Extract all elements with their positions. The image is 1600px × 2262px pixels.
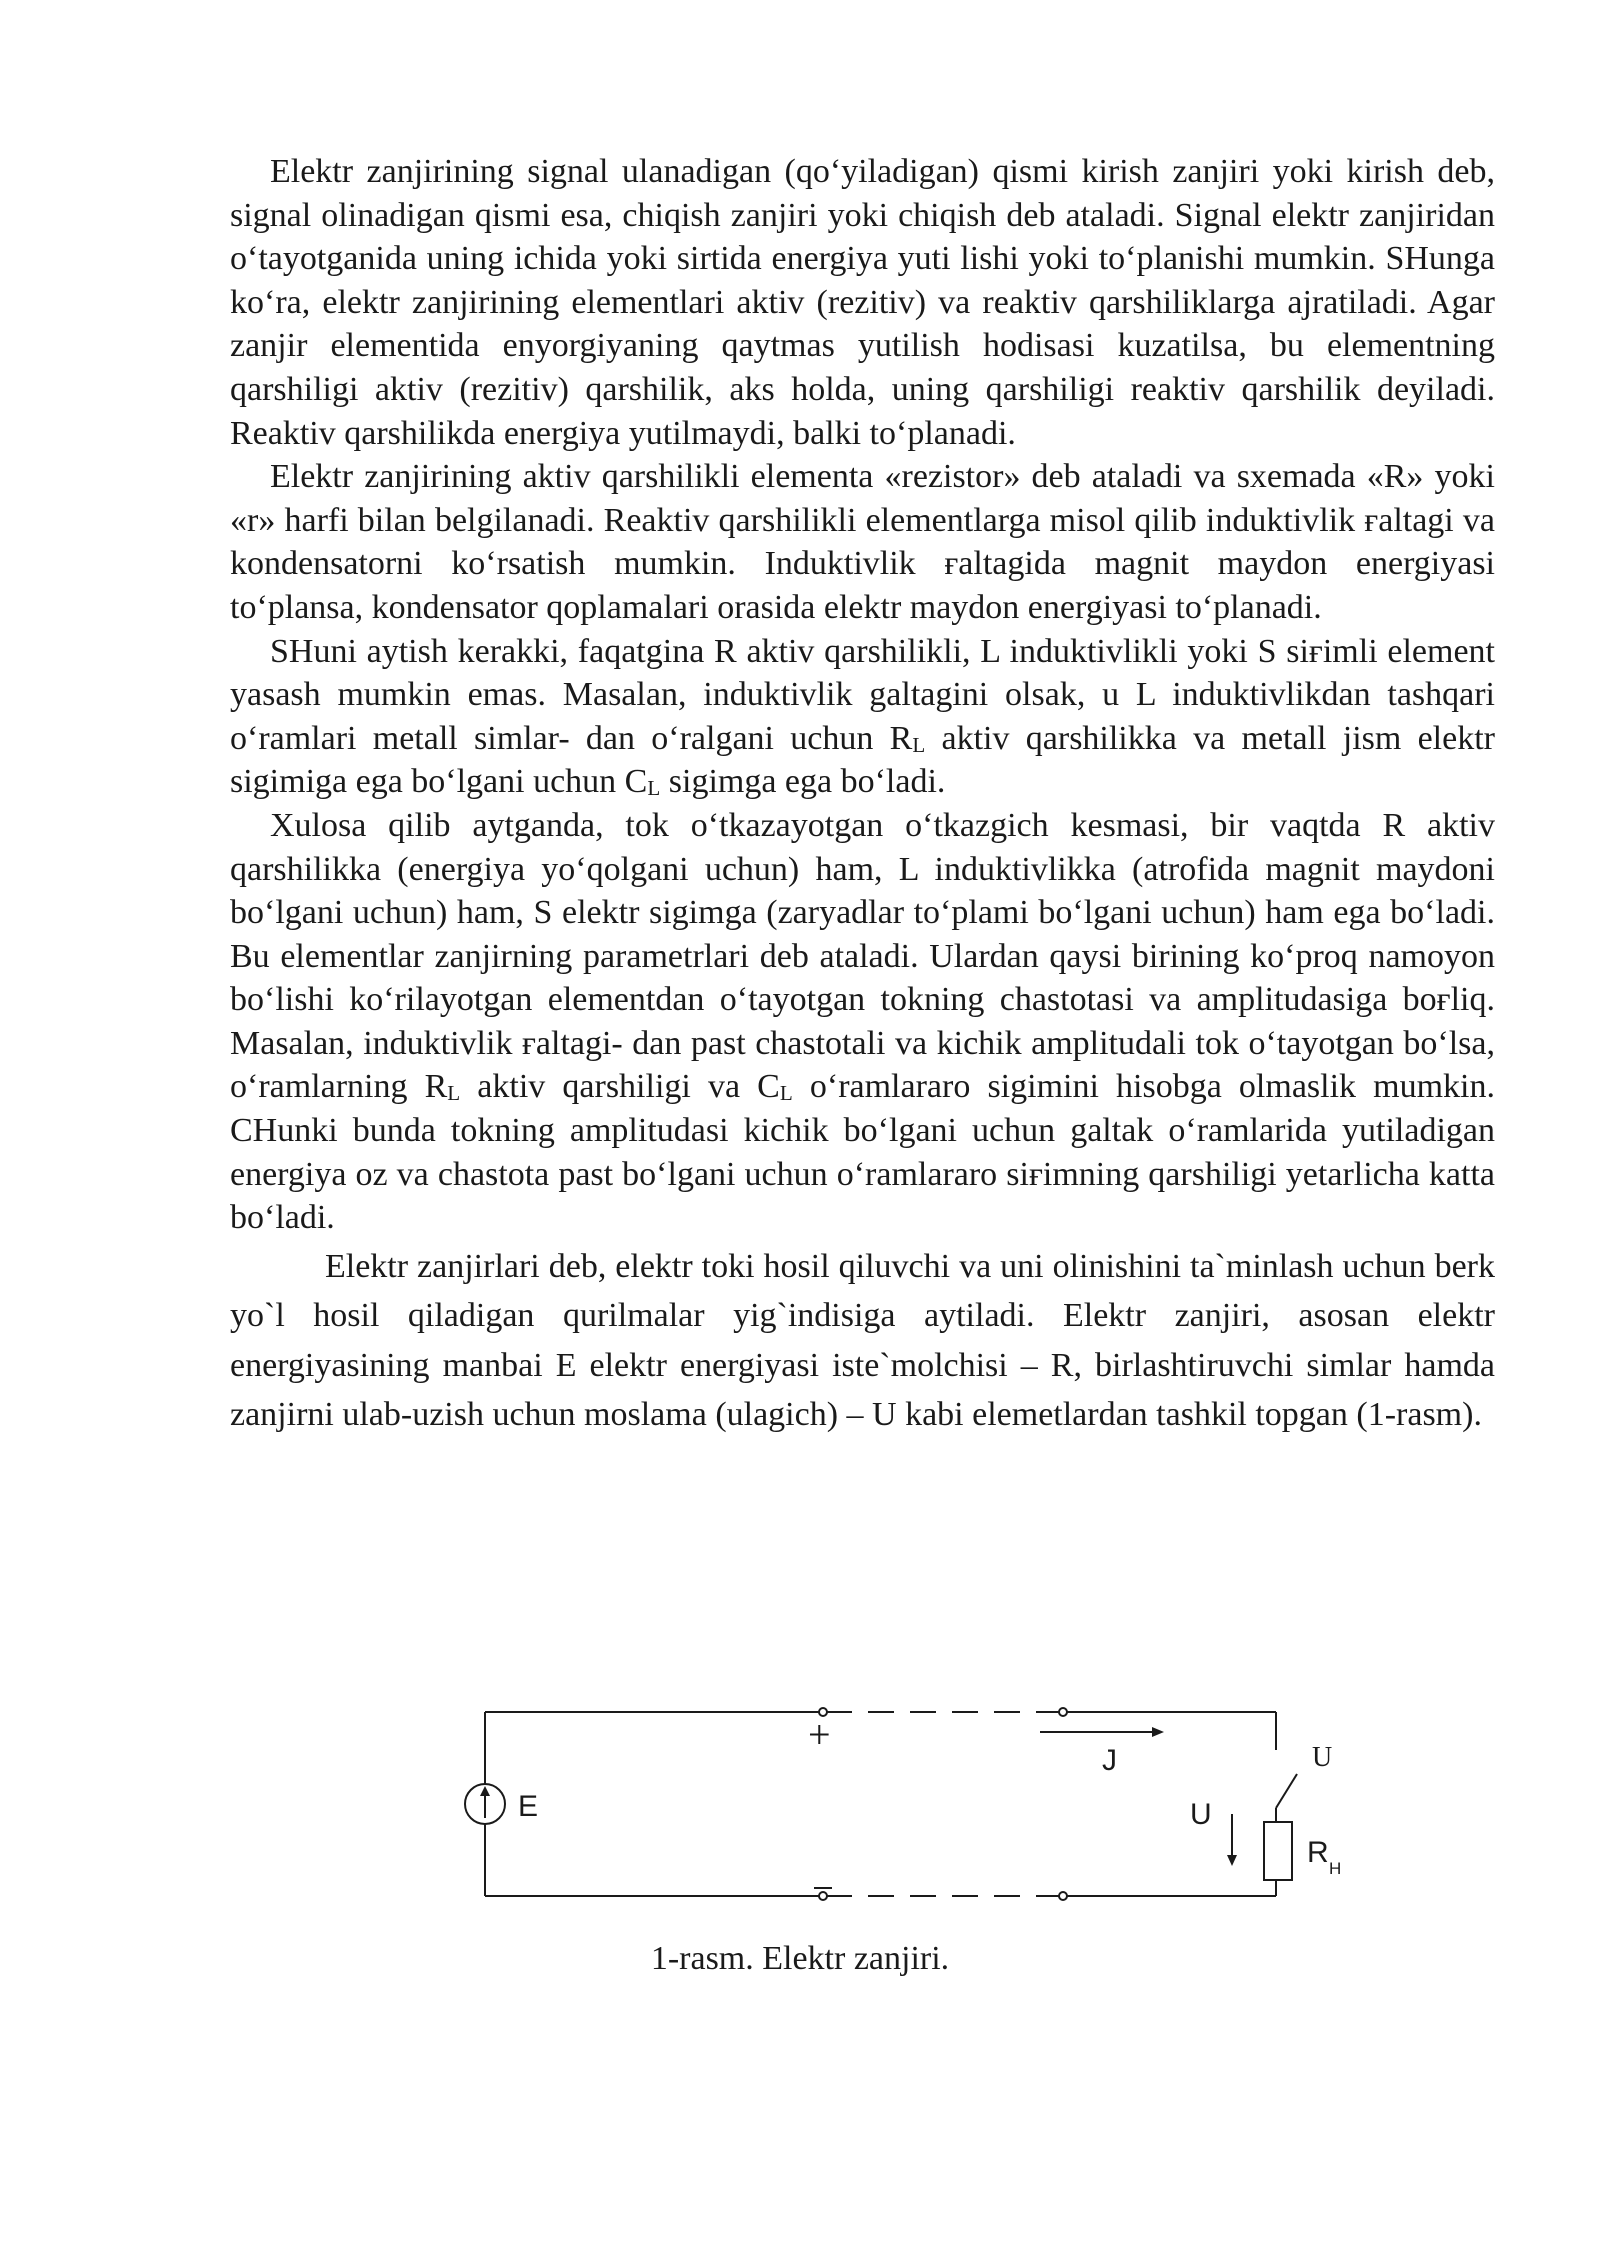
paragraph-4-text-a: Xulosa qilib aytganda, tok o‘tkazayotgan o‘tkazgich kesmasi, bir vaqtda R aktiv qarshilikka (energiya yo‘qolgani uchun) ham, L induktivlikka (atrofida magnit maydoni bo‘lgani uchun) ham, S elektr sigimga (zaryadlar to‘plami bo‘lgani uchun) ham ega bo‘ladi. Bu elementlar zanjirning parametrlari deb ataladi. Ulardan qaysi birining ko‘proq namoyon bo‘lishi ko‘rilayotgan elementdan o‘tayotgan tokning chastotasi va amplitudasiga boғliq. Masalan, induktivlik ғaltagi- dan past chastotali va kichik amplitudali tok o‘tayotgan bo‘lsa, o‘ramlarning R — [230, 806, 1495, 1106]
terminal-top-right — [1059, 1708, 1067, 1716]
paragraph-3 — [230, 630, 1495, 804]
paragraph-3-text-a: SHuni aytish kerakki, faqatgina R aktiv qarshilikli, L induktivlikli yoki S siғimli element yasash mumkin emas. Masalan, induktivlik galtagini olsak, u L induktivlikdan tashqari o‘ramlari metall simlar- dan o‘ralgani uchun R — [230, 632, 1495, 757]
subscript-l: L — [447, 1081, 461, 1106]
source-label: E — [518, 1790, 539, 1823]
current-label: J — [1102, 1744, 1117, 1777]
subscript-l: L — [912, 732, 926, 757]
load-subscript: H — [1329, 1859, 1342, 1878]
paragraph-4-text-c: o‘ramlararo sigimini hisobga olmaslik mumkin. CHunki bunda tokning amplitudasi kichik bo‘lgani uchun galtak o‘ramlarida yutiladigan energiya oz va chastota past bo‘lgani uchun o‘ramlararo siғimning qarshiligi yetarlicha katta bo‘ladi. — [230, 1068, 1495, 1237]
figure-caption: 1-rasm. Elektr zanjiri. — [650, 1940, 950, 1977]
paragraph-3-text-c: sigimga ega bo‘ladi. — [660, 763, 946, 801]
switch-label: U — [1312, 1742, 1333, 1773]
current-arrow-head — [1152, 1727, 1164, 1737]
load-resistor — [1264, 1822, 1292, 1880]
voltage-arrow-head — [1227, 1855, 1237, 1866]
paragraph-1: Elektr zanjirining signal ulanadigan (qo‘yiladigan) qismi kirish zanjiri yoki kirish deb, signal olinadigan qismi esa, chiqish zanjiri yoki chiqish deb ataladi. Signal elektr zanjiridan o‘tayotganida uning ichida yoki sirtida energiya yuti lishi yoki to‘planishi mumkin. SHunga ko‘ra, elektr zanjirining elementlari aktiv (rezitiv) va reaktiv qarshiliklarga ajratiladi. Agar zanjir elementida enyorgiyaning qaytmas yutilish hodisasi kuzatilsa, bu elementning qarshiligi aktiv (rezitiv) qarshilik, aks holda, uning qarshiligi reaktiv qarshilik deyiladi. Reaktiv qarshilikda energiya yutilmaydi, balki to‘planadi. — [230, 153, 1495, 452]
circuit-diagram — [440, 1690, 1400, 1920]
terminal-bottom-left — [819, 1892, 827, 1900]
switch-blade — [1276, 1774, 1297, 1808]
terminal-bottom-right — [1059, 1892, 1067, 1900]
paragraph-2: Elektr zanjirining aktiv qarshilikli elementa «rezistor» deb ataladi va sxemada «R» yoki «r» harfi bilan belgilanadi. Reaktiv qarshilikli elementlarga misol qilib induktivlik ғaltagi va kondensatorni ko‘rsatish mumkin. Induktivlik ғaltagida magnit maydon energiyasi to‘plansa, kondensator qoplamalari orasida elektr maydon energiyasi to‘planadi. — [230, 458, 1495, 626]
load-label: R — [1307, 1836, 1329, 1869]
paragraph-4-text-b: aktiv qarshiligi va C — [460, 1068, 780, 1106]
plus-sign: + — [808, 1712, 831, 1757]
paragraph-4 — [230, 804, 1495, 1240]
subscript-l: L — [647, 776, 661, 801]
document-body — [230, 150, 1495, 1440]
paragraph-5: Elektr zanjirlari deb, elektr toki hosil qiluvchi va uni olinishini ta`minlash uchun berk yo`l hosil qiladigan qurilmalar yig`indisiga aytiladi. Elektr zanjiri, asosan elektr energiyasining manbai E elektr energiyasi iste`molchisi – R, birlashtiruvchi simlar hamda zanjirni ulab-uzish uchun moslama (ulagich) – U kabi elemetlardan tashkil topgan (1-rasm). — [230, 1247, 1495, 1434]
paragraph-3-text-b: aktiv qarshilikka va metall jism elektr sigimiga ega bo‘lgani uchun C — [230, 719, 1495, 801]
voltage-label: U — [1190, 1798, 1212, 1831]
subscript-l: L — [779, 1081, 793, 1106]
